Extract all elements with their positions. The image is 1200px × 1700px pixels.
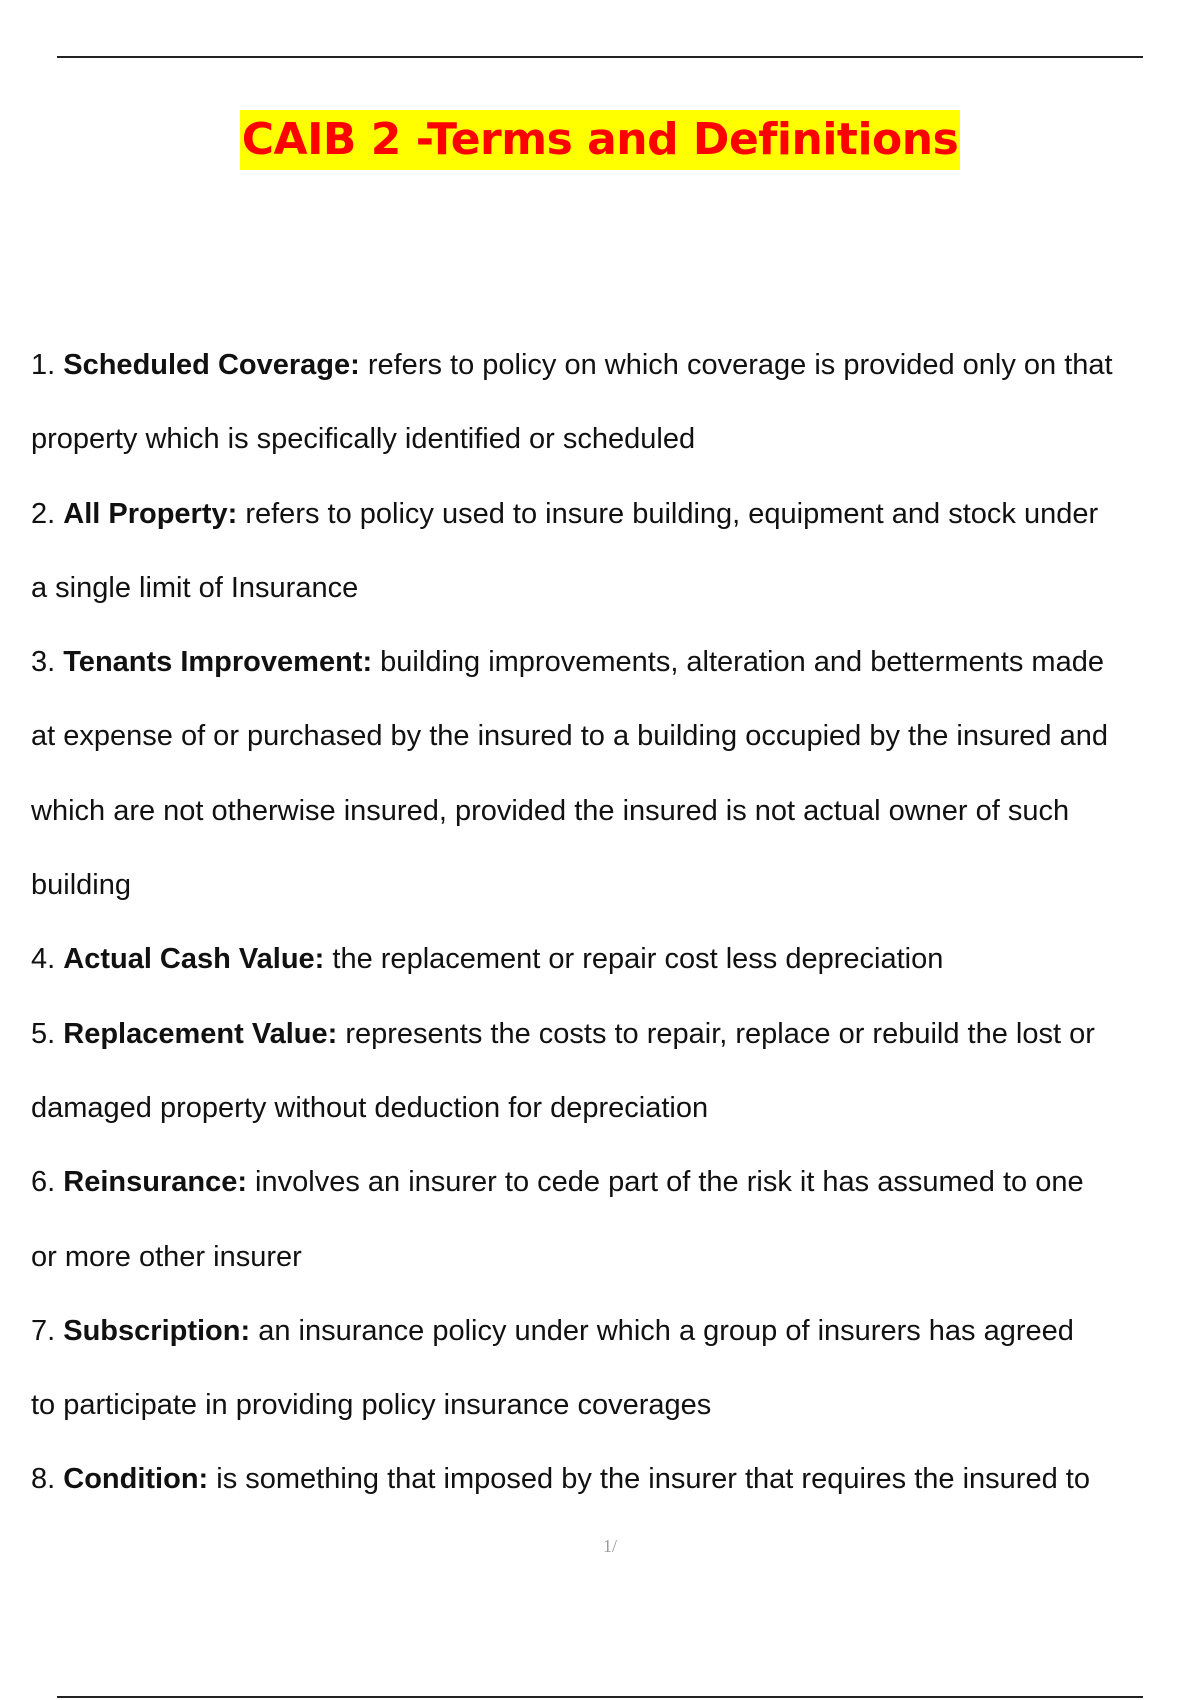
definition-term: Replacement Value: [63, 1017, 338, 1050]
definition-number: 7. [31, 1314, 56, 1347]
definition-line [31, 1145, 1200, 1219]
definition-term: Subscription: [63, 1314, 251, 1347]
bottom-divider [57, 1696, 1143, 1698]
definition-line [31, 1294, 1200, 1368]
definition-text: refers to policy used to insure building, equipment and stock under [245, 497, 1099, 530]
definition-text: property which is specifically identified or scheduled [31, 423, 696, 456]
definition-term: Actual Cash Value: [63, 943, 325, 976]
definition-text: a single limit of Insurance [31, 571, 359, 604]
definition-number: 4. [31, 943, 56, 976]
definition-term: Scheduled Coverage: [63, 349, 360, 381]
definition-line [31, 477, 1200, 551]
definition-text: to participate in providing policy insurance coverages [31, 1389, 712, 1422]
definition-line [31, 1442, 1200, 1516]
definition-text: damaged property without deduction for depreciation [31, 1091, 709, 1124]
definition-text: refers to policy on which coverage is provided only on that [367, 349, 1113, 381]
definition-text: involves an insurer to cede part of the risk it has assumed to one [255, 1166, 1084, 1199]
definition-item [31, 1442, 1200, 1516]
definition-item [31, 1294, 1200, 1443]
definition-item [31, 477, 1200, 626]
title-container [0, 110, 1200, 170]
definition-number: 3. [31, 646, 56, 679]
definition-text: building [31, 869, 131, 902]
definition-number: 1. [31, 349, 56, 381]
definition-term: Condition: [63, 1463, 209, 1496]
definition-number: 8. [31, 1463, 56, 1496]
definition-text: an insurance policy under which a group of insurers has agreed [258, 1314, 1074, 1347]
definition-text: the replacement or repair cost less depreciation [332, 943, 944, 976]
definition-text: or more other insurer [31, 1240, 302, 1273]
definition-line [31, 997, 1200, 1071]
definition-term: Reinsurance: [63, 1166, 247, 1199]
top-divider [57, 56, 1143, 58]
definition-term: All Property: [63, 497, 238, 530]
definition-number: 2. [31, 497, 56, 530]
definition-term: Tenants Improvement: [63, 646, 373, 679]
definition-number: 5. [31, 1017, 56, 1050]
definition-number: 6. [31, 1166, 56, 1199]
definition-text: at expense of or purchased by the insured to a building occupied by the insured and [31, 720, 1108, 753]
definition-item [31, 997, 1200, 1146]
definition-item [31, 922, 1200, 996]
definition-line [31, 328, 1200, 402]
definition-item [31, 625, 1200, 922]
document-title: CAIB 2 -Terms and Definitions [240, 110, 961, 170]
definition-text: represents the costs to repair, replace or rebuild the lost or [345, 1017, 1095, 1050]
definition-item [31, 1145, 1200, 1294]
definition-line [31, 625, 1200, 699]
definition-text: building improvements, alteration and betterments made [380, 646, 1104, 679]
definition-item [31, 328, 1200, 477]
page-number: 1/ [602, 1536, 617, 1556]
definition-text: which are not otherwise insured, provided the insured is not actual owner of such [31, 794, 1070, 827]
definition-line [31, 922, 1200, 996]
definitions-list [31, 328, 1200, 1517]
definition-text: is something that imposed by the insurer that requires the insured to [216, 1463, 1090, 1496]
